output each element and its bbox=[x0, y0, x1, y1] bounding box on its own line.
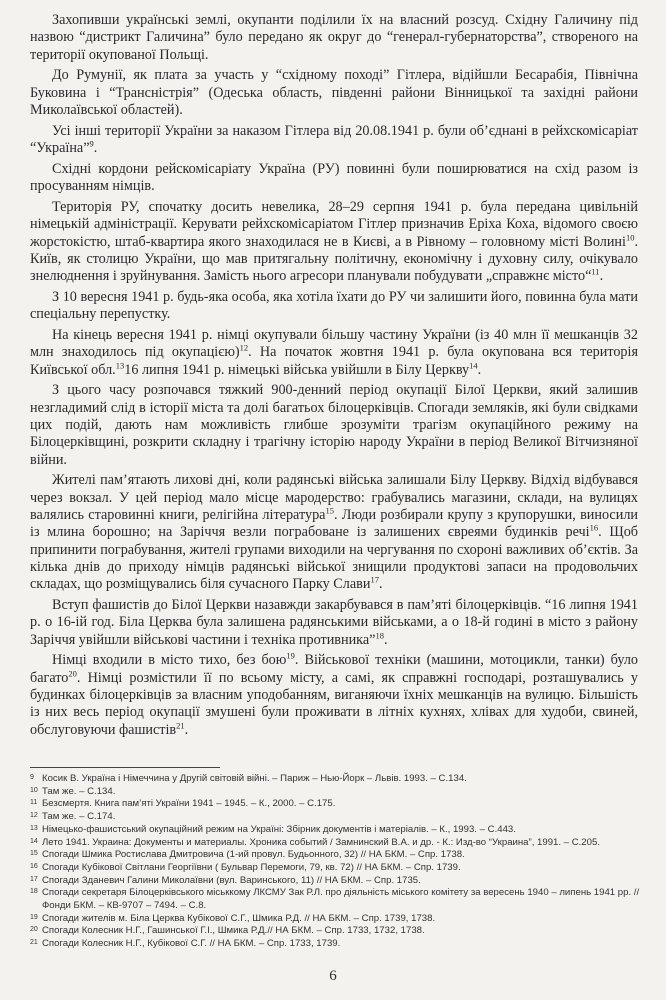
text-run: . bbox=[93, 140, 98, 157]
paragraph bbox=[30, 123, 638, 158]
footnote-ref: 15 bbox=[325, 505, 334, 516]
text-run: Східні кордони рейскомісаріату Україна (РУ) повинні були поширюватися на схід разом із просуванням німців. bbox=[30, 160, 638, 195]
footnote-ref: 20 bbox=[68, 667, 77, 678]
main-text bbox=[30, 12, 638, 742]
paragraph bbox=[30, 199, 638, 285]
text-run: Німці входили в місто тихо, без бою bbox=[52, 652, 287, 669]
footnote-text: Спогади Колесник Н.Г., Кубікової С.Г. // НА БКМ. – Спр. 1733, 1739. bbox=[42, 938, 341, 950]
footnote-ref: 12 bbox=[239, 342, 249, 353]
footnote-number: 20 bbox=[30, 926, 38, 934]
footnote bbox=[30, 887, 642, 912]
footnote-number: 9 bbox=[30, 774, 34, 781]
text-run: Вступ фашистів до Білої Церкви назавжди закарбувався в пам’яті білоцерківців. “16 липня 1941 р. о 16-ій год. Біла Церква була залишена радянськими військами, а о 18-й годині в місто з району Заріччя увійшли військові частини і техніка противника” bbox=[30, 597, 638, 648]
text-run: . bbox=[184, 721, 189, 738]
text-run: . bbox=[383, 631, 388, 648]
footnote bbox=[30, 849, 642, 862]
footnote bbox=[30, 773, 642, 786]
footnote-number: 12 bbox=[30, 812, 38, 820]
footnote-text: Спогади Кубікової Світлани Георгіївни ( Бульвар Перемоги, 79, кв. 72) // НА БКМ. – Спр. 1739. bbox=[42, 861, 461, 873]
footnote bbox=[30, 925, 642, 938]
footnote-text: Безсмертя. Книга пам’яті України 1941 – 1945. – К., 2000. – С.175. bbox=[42, 798, 336, 810]
footnote-text: Там же. – С.174. bbox=[42, 811, 116, 823]
text-run: . bbox=[477, 361, 482, 378]
text-run: . Київ, як столицю України, що мав притягальну політичну, економічну і духовну силу, очікувало знелюднення і зруйнування. Замість нього агресори планували побудувати „справжнє місто“ bbox=[30, 233, 638, 285]
footnote-number: 10 bbox=[30, 786, 38, 794]
footnote-ref: 17 bbox=[370, 574, 379, 585]
footnote bbox=[30, 824, 642, 837]
text-run: На кінець вересня 1941 р. німці окупували більшу частину України (із 40 млн її мешканців 32 млн знаходилось під окупацією) bbox=[30, 327, 638, 361]
paragraph bbox=[30, 597, 638, 649]
footnote-number: 11 bbox=[30, 799, 38, 807]
footnote bbox=[30, 938, 642, 951]
text-run: До Румунії, як плата за участь у “східному поході” Гітлера, відійшли Бесарабія, Північна Буковина і “Трансністрія” (Одеська область, південні райони Вінницької та західні райони Миколаївської областей). bbox=[30, 67, 638, 118]
text-run: З 10 вересня 1941 р. будь-яка особа, яка хотіла їхати до РУ чи залишити його, повинна була мати спеціальну перепустку. bbox=[30, 288, 638, 323]
text-run: Усі інші території України за наказом Гітлера від 20.08.1941 р. були об’єднані в рейхскомісаріат “Україна” bbox=[30, 122, 638, 157]
footnote-ref: 18 bbox=[375, 629, 384, 640]
footnote-text: Німецько-фашистський окупаційний режим на Україні: Збірник документів і матеріалів. – К., 1993. – С.443. bbox=[42, 823, 516, 835]
footnote-separator bbox=[30, 767, 220, 768]
paragraph bbox=[30, 289, 638, 324]
footnote-ref: 21 bbox=[176, 719, 185, 730]
text-run: . На початок жовтня 1941 р. була окупована вся територія Київської обл. bbox=[30, 344, 638, 378]
footnote-number: 17 bbox=[30, 875, 38, 883]
footnote bbox=[30, 798, 642, 811]
footnote-ref: 9 bbox=[89, 138, 94, 149]
text-run: Жителі пам’ятають лихові дні, коли радянські війська залишали Білу Церкву. Відхід відбувався через вокзал. У цей період мало місце мародерство: грабувались магазини, склади, на вулицях валялись старовинні книги, релігійна література bbox=[30, 472, 638, 524]
paragraph bbox=[30, 161, 638, 196]
footnote-text: Там же. – С.134. bbox=[42, 785, 116, 797]
footnote bbox=[30, 913, 642, 926]
footnote-text: Спогади Шмика Ростислава Дмитровича (1-ий провул. Будьонного, 32) // НА БКМ. – Спр. 1738. bbox=[42, 849, 465, 861]
footnote bbox=[30, 786, 642, 799]
footnote-ref: 10 bbox=[625, 231, 635, 242]
footnote-number: 21 bbox=[30, 939, 38, 947]
footnote-text: Лето 1941. Украина: Документы и материалы. Хроника событий / Замнинский В.А. и др. - К.: Изд-во “Украина”, 1991. – С.205. bbox=[42, 836, 600, 848]
paragraph bbox=[30, 652, 638, 738]
footnote-number: 13 bbox=[30, 824, 38, 832]
text-run: . Щоб припинити пограбування, жителі групами виходили на чергування по схороні важливих об’єктів. За кілька днів до приходу німців радянські війської знищили продуктові запаси на продовольчих складах, що розміщувались біля сучасного Парку Слави bbox=[30, 524, 639, 593]
text-run: . bbox=[378, 576, 383, 593]
text-run: Захопивши українські землі, окупанти поділили їх на власний розсуд. Східну Галичину під назвою “дистрикт Галичина” було передано як округ до “генерал-губернаторства”, створеного на території окупованої Польщі. bbox=[30, 12, 638, 63]
footnote-text: Спогади Зданевич Галини Миколаївни (вул. Варинського, 11) // НА БКМ. – Спр. 1735. bbox=[42, 874, 421, 886]
footnote-number: 14 bbox=[30, 837, 38, 845]
footnote-number: 16 bbox=[30, 862, 38, 870]
footnote-ref: 19 bbox=[286, 650, 295, 661]
paragraph bbox=[30, 327, 638, 379]
paragraph bbox=[30, 67, 638, 119]
text-run: . Військової техніки (машини, мотоцикли, танки) було багато bbox=[30, 652, 638, 686]
footnote-ref: 16 bbox=[589, 522, 599, 533]
page-number: 6 bbox=[329, 968, 337, 984]
footnote-ref: 14 bbox=[469, 359, 478, 370]
footnote bbox=[30, 811, 642, 824]
footnote-text: Спогади жителів м. Біла Церква Кубікової С.Г., Шмика Р.Д. // НА БКМ. – Спр. 1739, 1738. bbox=[42, 912, 436, 924]
text-run: . Німці розмістили її по всьому місту, а самі, як справжні господарі, розташувались у будинках білоцерківців за власним уподобанням, виганяючи їхніх мешканців на вулицю. Більшість із них весь період окупації змушені були проживати в літніх кухнях, хлівах для худоби, свиней, обслуговуючи фашистів bbox=[30, 669, 638, 738]
text-run: . Люди розбирали крупу з крупорушки, виносили із млина борошно; на Заріччя везли пограбоване із залишених євреями будинків речі bbox=[30, 507, 638, 541]
footnote bbox=[30, 837, 642, 850]
text-run: . bbox=[599, 268, 604, 285]
footnotes bbox=[30, 773, 642, 951]
footnote-number: 15 bbox=[30, 850, 38, 858]
footnote bbox=[30, 875, 642, 888]
footnote bbox=[30, 862, 642, 875]
paragraph bbox=[30, 472, 638, 593]
text-run: З цього часу розпочався тяжкий 900-денний період окупації Білої Церкви, який залишив незгладимий слід в історії міста та долі багатьох білоцерківців. Спогади земляків, які були свідками цих подій, дають нам можливість глибше зрозуміти трагізм окупаційного режиму на Білоцерківщині, розкрити складну і трагічну історію народу України в період Великої Вітчизняної війни. bbox=[30, 382, 638, 468]
footnote-ref: 13 bbox=[115, 359, 125, 370]
text-run: 16 липня 1941 р. німецькі війська увійшли в Білу Церкву bbox=[124, 361, 470, 378]
footnote-number: 18 bbox=[30, 888, 38, 896]
paragraph bbox=[30, 382, 638, 468]
footnote-text: Косик В. Україна і Німеччина у Другій світовій війні. – Париж – Нью-Йорк – Львів. 1993. – С.134. bbox=[42, 773, 467, 784]
text-run: Територія РУ, спочатку досить невелика, 28–29 серпня 1941 р. була передана цивільній німецькій адміністрації. Керувати рейхскомісаріатом Гітлер призначив Еріха Коха, відомого своєю жорстокістю, штаб-квартира якого знаходилася не в Києві, а в Рівному – головному місті Волині bbox=[30, 198, 638, 250]
footnote-ref: 11 bbox=[591, 266, 600, 277]
footnote-text: Спогади Колесник Н.Г., Гашинської Г.І., Шмика Р.Д.// НА БКМ. – Спр. 1733, 1732, 1738. bbox=[42, 925, 425, 937]
footnote-text: Спогади секретаря Білоцерківського міськкому ЛКСМУ Зак Р.Л. про діяльність міського комітету за вересень 1940 – липень 1941 рр. // Фонди БКМ. – КВ-9707 – 7494. – С.8. bbox=[42, 887, 640, 912]
footnote-number: 19 bbox=[30, 913, 38, 921]
paragraph bbox=[30, 12, 638, 64]
